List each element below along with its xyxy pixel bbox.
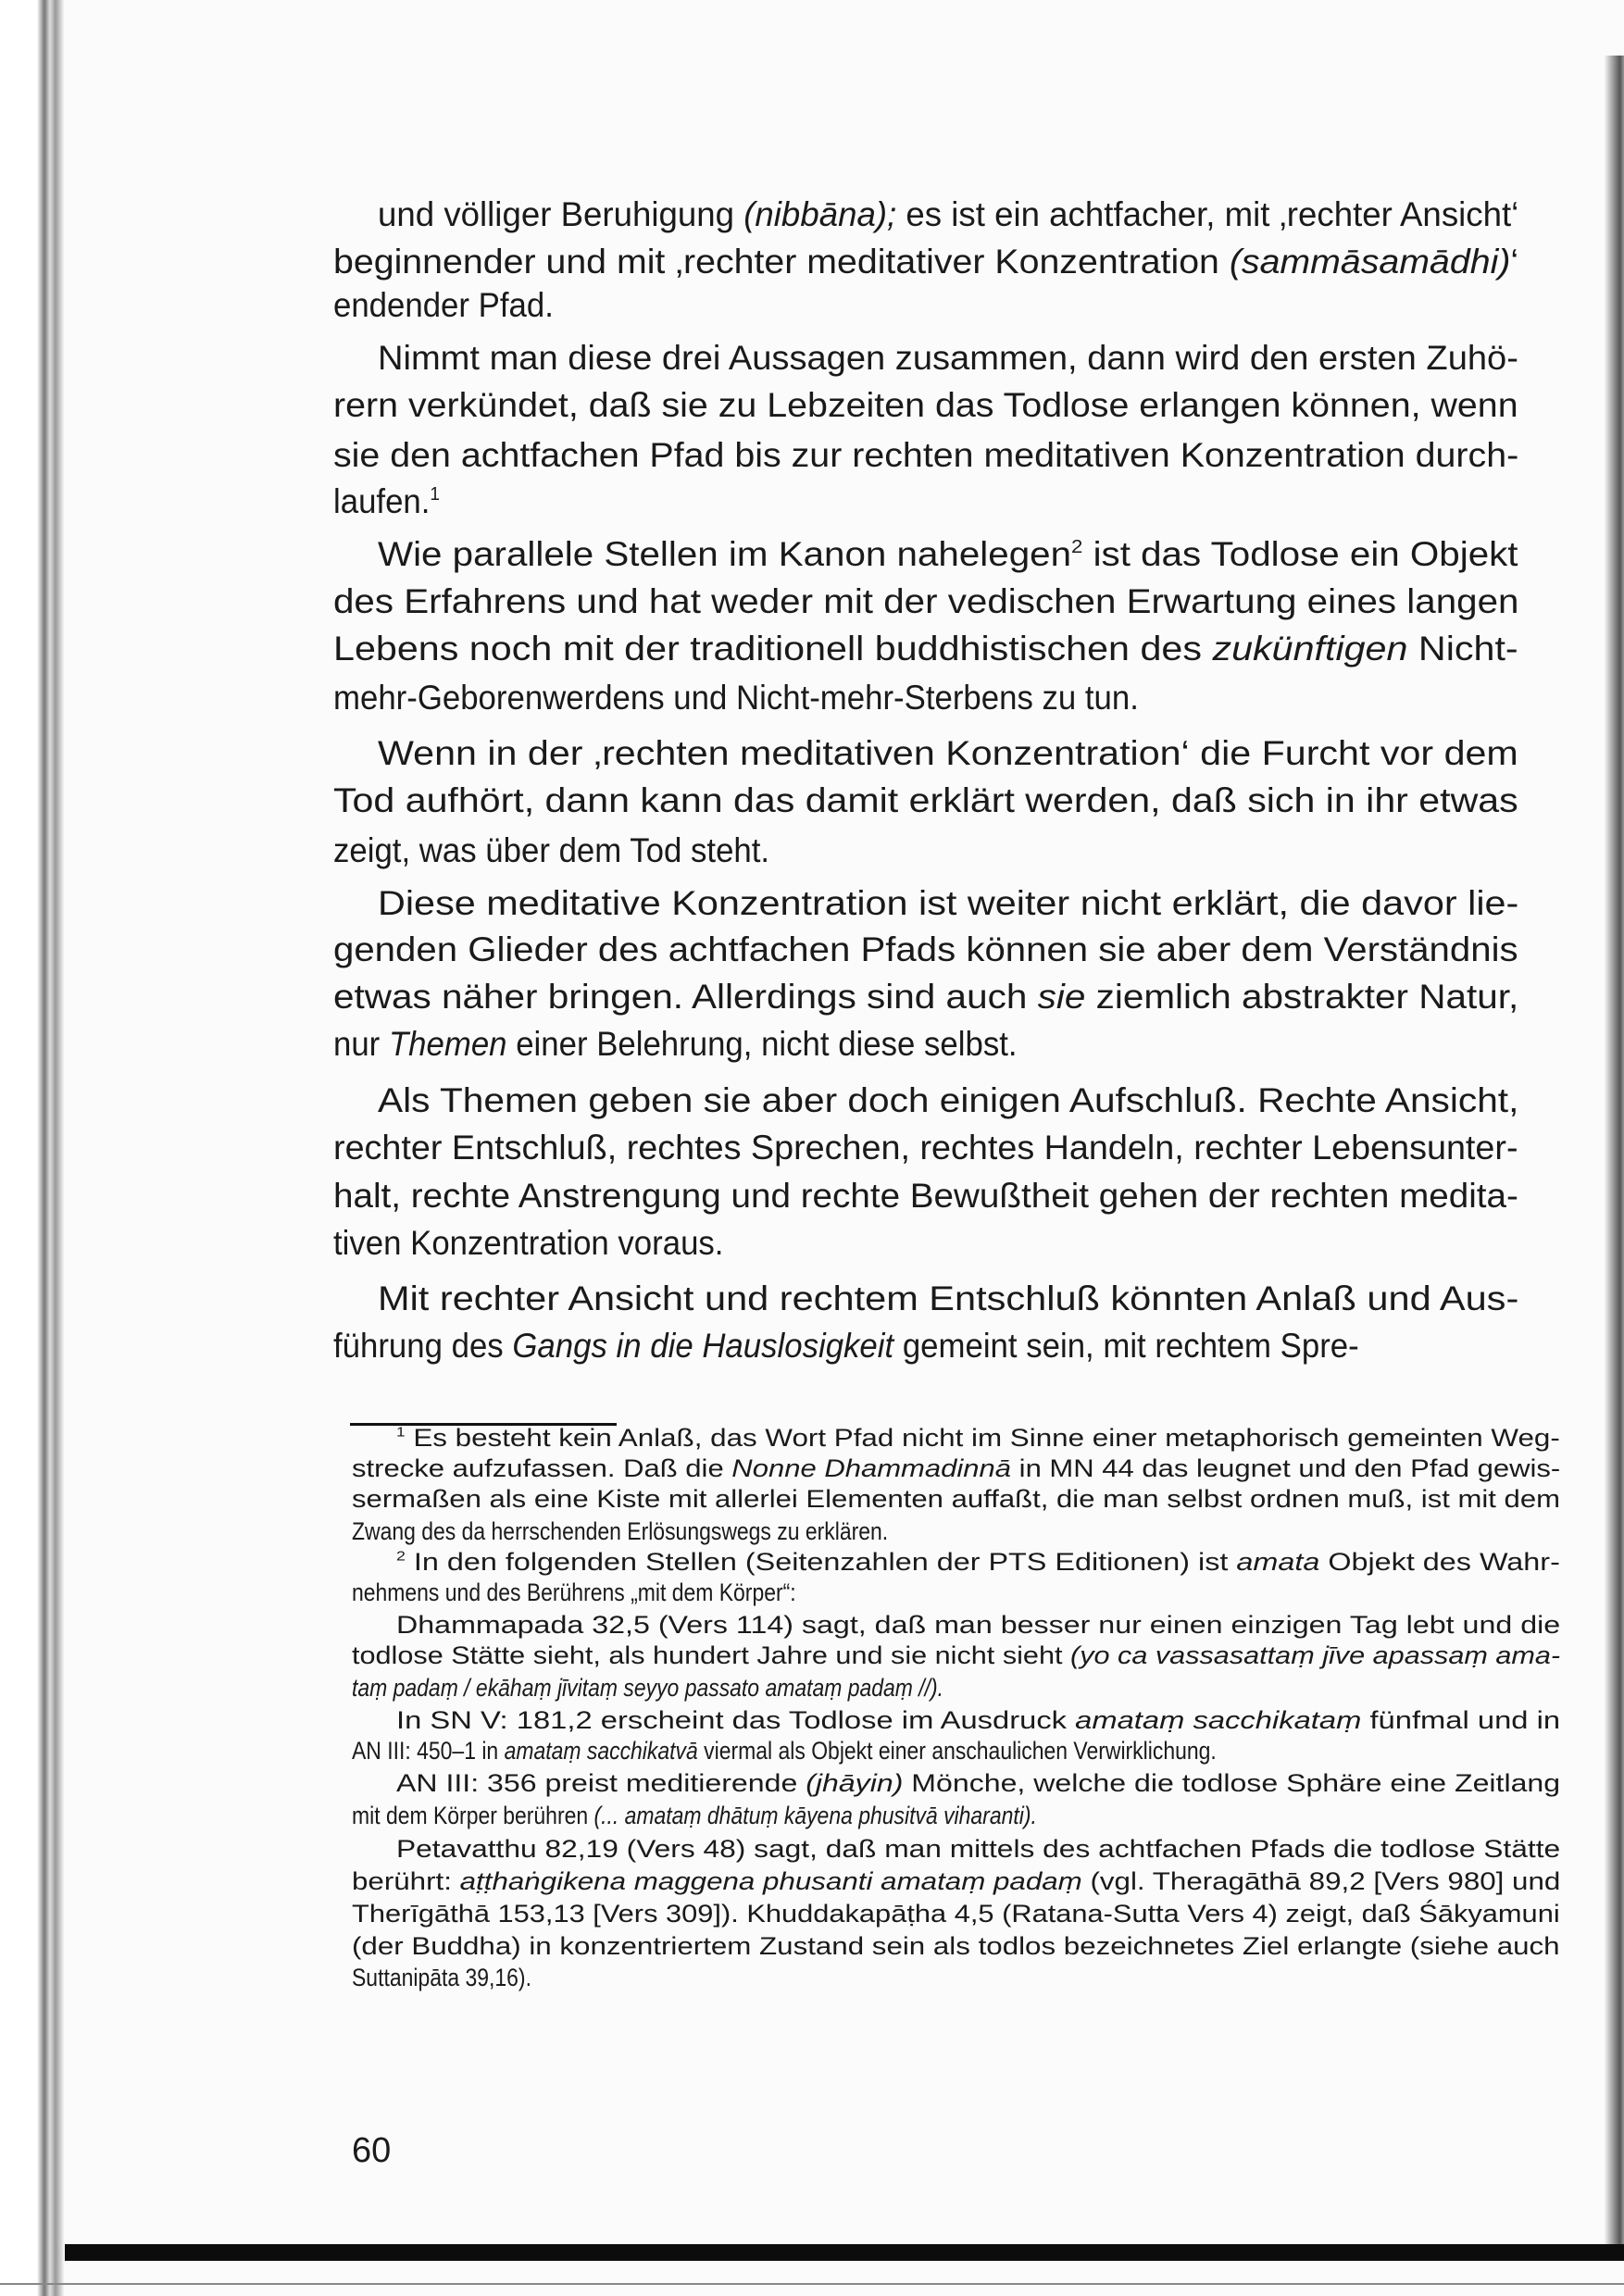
body-line (378, 734, 1518, 773)
italic-text: amataṃ sacchikatvā (504, 1737, 698, 1765)
footnote-line (352, 1674, 943, 1703)
text-run: in MN 44 das leugnet und den Pfad gewis- (1011, 1454, 1561, 1482)
text-run: Petavatthu 82,19 (Vers 48) sagt, daß man mittels des achtfachen Pfads die todlose Stätte (396, 1835, 1561, 1863)
text-run: strecke aufzufassen. Daß die (352, 1454, 732, 1482)
body-line (378, 339, 1518, 378)
text-run: Lebens noch mit der traditionell buddhistischen des (333, 630, 1213, 668)
text-run: führung des (333, 1327, 513, 1365)
text-run: Diese meditative Konzentration ist weiter nicht erklärt, die davor lie- (378, 884, 1519, 922)
text-run: laufen. (333, 482, 431, 520)
text-run: Wie parallele Stellen im Kanon nahelegen (378, 535, 1072, 573)
body-line (333, 436, 1518, 475)
footnote-line (352, 1578, 796, 1607)
italic-text: (... amataṃ dhātuṃ kāyena phusitvā viharanti). (593, 1802, 1037, 1829)
text-run: Mit rechter Ansicht und rechtem Entschluß könnten Anlaß und Aus- (378, 1279, 1519, 1317)
italic-text: amataṃ sacchikataṃ (1075, 1706, 1362, 1734)
footnote-line (396, 1835, 1560, 1864)
text-run: und völliger Beruhigung (378, 195, 744, 233)
body-line (333, 482, 440, 521)
text-run: des Erfahrens und hat weder mit der vedischen Erwartung eines langen (333, 582, 1519, 620)
text-run: Zwang des da herrschenden Erlösungswegs zu erklären. (352, 1517, 889, 1545)
footnote-line (352, 1867, 1560, 1896)
italic-text: aṭṭhaṅgikena maggena phusanti amataṃ padaṃ (459, 1867, 1082, 1895)
text-run: (der Buddha) in konzentriertem Zustand sein als todlos bezeichnetes Ziel erlangte (siehe auch (352, 1932, 1560, 1960)
text-run: rern verkündet, daß sie zu Lebzeiten das Todlose erlangen können, wenn (333, 386, 1518, 424)
text-run: Therīgāthā 153,13 [Vers 309]). Khuddakapāṭha 4,5 (Ratana-Sutta Vers 4) zeigt, daß Śākyamuni (352, 1900, 1560, 1928)
italic-text: sie (1037, 978, 1086, 1016)
text-run: fünfmal und in (1361, 1706, 1561, 1734)
text-run: Nicht- (1407, 630, 1518, 668)
text-run: nehmens und des Berührens „mit dem Körper“: (352, 1578, 796, 1606)
body-line (378, 1279, 1518, 1318)
body-line (333, 1327, 1359, 1366)
footnote-line (352, 1485, 1560, 1514)
body-line (333, 978, 1518, 1017)
italic-text: (yo ca vassasattaṃ jīve apassaṃ ama- (1069, 1641, 1561, 1669)
text-run: viermal als Objekt einer anschaulichen Verwirklichung. (697, 1737, 1217, 1765)
text-run: gemeint sein, mit rechtem Spre- (893, 1327, 1359, 1365)
footnote-line (352, 1964, 531, 1992)
text-run: Wenn in der ‚rechten meditativen Konzentration‘ die Furcht vor dem (378, 734, 1518, 772)
body-line (333, 1177, 1518, 1216)
footnote-line (352, 1454, 1560, 1483)
text-run: beginnender und mit ‚rechter meditativer Konzentration (333, 243, 1230, 281)
italic-text: amata (1236, 1548, 1320, 1576)
text-run: Als Themen geben sie aber doch einigen Aufschluß. Rechte Ansicht, (378, 1081, 1519, 1119)
text-run: Mönche, welche die todlose Sphäre eine Zeitlang (903, 1769, 1561, 1797)
text-run: ‘ (1510, 243, 1519, 281)
footnote-line (352, 1802, 1037, 1830)
footnote-marker: 1 (396, 1425, 406, 1441)
text-run: ist das Todlose ein Objekt (1082, 535, 1518, 573)
footnote-marker: 1 (430, 483, 441, 505)
text-run: endender Pfad. (333, 286, 554, 324)
scan-bottom-line (0, 2283, 1624, 2285)
text-run: Nimmt man diese drei Aussagen zusammen, dann wird den ersten Zuhö- (378, 339, 1518, 377)
italic-text: (nibbāna); (743, 195, 897, 233)
footnote-line (396, 1769, 1560, 1798)
text-run: mit dem Körper berühren (352, 1802, 594, 1829)
italic-text: taṃ padaṃ / ekāhaṃ jīvitaṃ seyyo passato amataṃ padaṃ //). (352, 1674, 944, 1702)
body-line (333, 679, 1139, 718)
text-run: rechter Entschluß, rechtes Sprechen, rechtes Handeln, rechter Lebensunter- (333, 1129, 1518, 1167)
body-line (333, 286, 554, 325)
text-run: nur (333, 1025, 389, 1063)
footnote-line (352, 1900, 1560, 1928)
italic-text: (sammāsamādhi) (1229, 243, 1511, 281)
text-run: Tod aufhört, dann kann das damit erklärt werden, daß sich in ihr etwas (333, 781, 1518, 819)
text-run: sermaßen als eine Kiste mit allerlei Elementen auffaßt, die man selbst ordnen muß, ist mit dem (352, 1485, 1560, 1513)
scan-right-edge (1604, 56, 1624, 2259)
body-line (333, 243, 1518, 281)
page-number: 60 (352, 2131, 392, 2170)
text-run: (vgl. Theragāthā 89,2 [Vers 980] und (1081, 1867, 1561, 1895)
text-run: zeigt, was über dem Tod steht. (333, 831, 770, 869)
body-line (333, 1025, 1018, 1064)
body-line (333, 386, 1518, 425)
text-run: ziemlich abstrakter Natur, (1085, 978, 1519, 1016)
footnote-line (396, 1424, 1560, 1453)
text-run: AN III: 356 preist meditierende (396, 1769, 806, 1797)
text-run: AN III: 450–1 in (352, 1737, 505, 1765)
footnote-line (352, 1737, 1217, 1766)
text-run: genden Glieder des achtfachen Pfads können sie aber dem Verständnis (333, 930, 1518, 968)
text-run: In den folgenden Stellen (Seitenzahlen der PTS Editionen) ist (405, 1548, 1237, 1576)
scan-bottom-bar (65, 2244, 1624, 2261)
text-run: halt, rechte Anstrengung und rechte Bewußtheit gehen der rechten medita- (333, 1177, 1518, 1215)
text-run: es ist ein achtfacher, mit ‚rechter Ansicht‘ (896, 195, 1519, 233)
scan-left-edge (0, 0, 65, 2296)
body-line (333, 781, 1518, 820)
body-line (333, 582, 1518, 621)
body-line (333, 630, 1518, 668)
footnote-line (352, 1641, 1560, 1670)
italic-text: zukünftigen (1212, 630, 1408, 668)
italic-text: Themen (388, 1025, 507, 1063)
footnote-line (396, 1706, 1560, 1735)
text-run: tiven Konzentration voraus. (333, 1224, 724, 1262)
body-line (333, 930, 1518, 969)
text-run: Objekt des Wahr- (1319, 1548, 1560, 1576)
body-line (378, 195, 1518, 234)
body-line (378, 1081, 1518, 1120)
footnote-line (352, 1932, 1560, 1961)
body-line (333, 831, 769, 870)
text-run: mehr-Geborenwerdens und Nicht-mehr-Sterbens zu tun. (333, 679, 1139, 717)
text-run: berührt: (352, 1867, 460, 1895)
body-line (333, 1129, 1518, 1167)
body-line (378, 884, 1518, 923)
footnote-marker: 2 (396, 1549, 406, 1565)
footnote-marker: 2 (1071, 536, 1083, 557)
text-run: einer Belehrung, nicht diese selbst. (506, 1025, 1018, 1063)
text-run: In SN V: 181,2 erscheint das Todlose im Ausdruck (396, 1706, 1076, 1734)
body-line (333, 1224, 723, 1263)
italic-text: (jhāyin) (806, 1769, 904, 1797)
footnote-line (396, 1548, 1560, 1577)
text-run: Suttanipāta 39,16). (352, 1964, 531, 1991)
text-run: etwas näher bringen. Allerdings sind auch (333, 978, 1038, 1016)
italic-text: Gangs in die Hauslosigkeit (512, 1327, 894, 1365)
footnote-line (352, 1517, 888, 1546)
text-run: todlose Stätte sieht, als hundert Jahre und sie nicht sieht (352, 1641, 1070, 1669)
italic-text: Nonne Dhammadinnā (731, 1454, 1012, 1482)
text-run: Dhammapada 32,5 (Vers 114) sagt, daß man besser nur einen einzigen Tag lebt und die (396, 1611, 1561, 1639)
text-run: Es besteht kein Anlaß, das Wort Pfad nicht im Sinne einer metaphorisch gemeinten Weg- (405, 1424, 1560, 1452)
footnote-line (396, 1611, 1560, 1640)
body-line (378, 535, 1518, 574)
text-run: sie den achtfachen Pfad bis zur rechten meditativen Konzentration durch- (333, 436, 1519, 474)
